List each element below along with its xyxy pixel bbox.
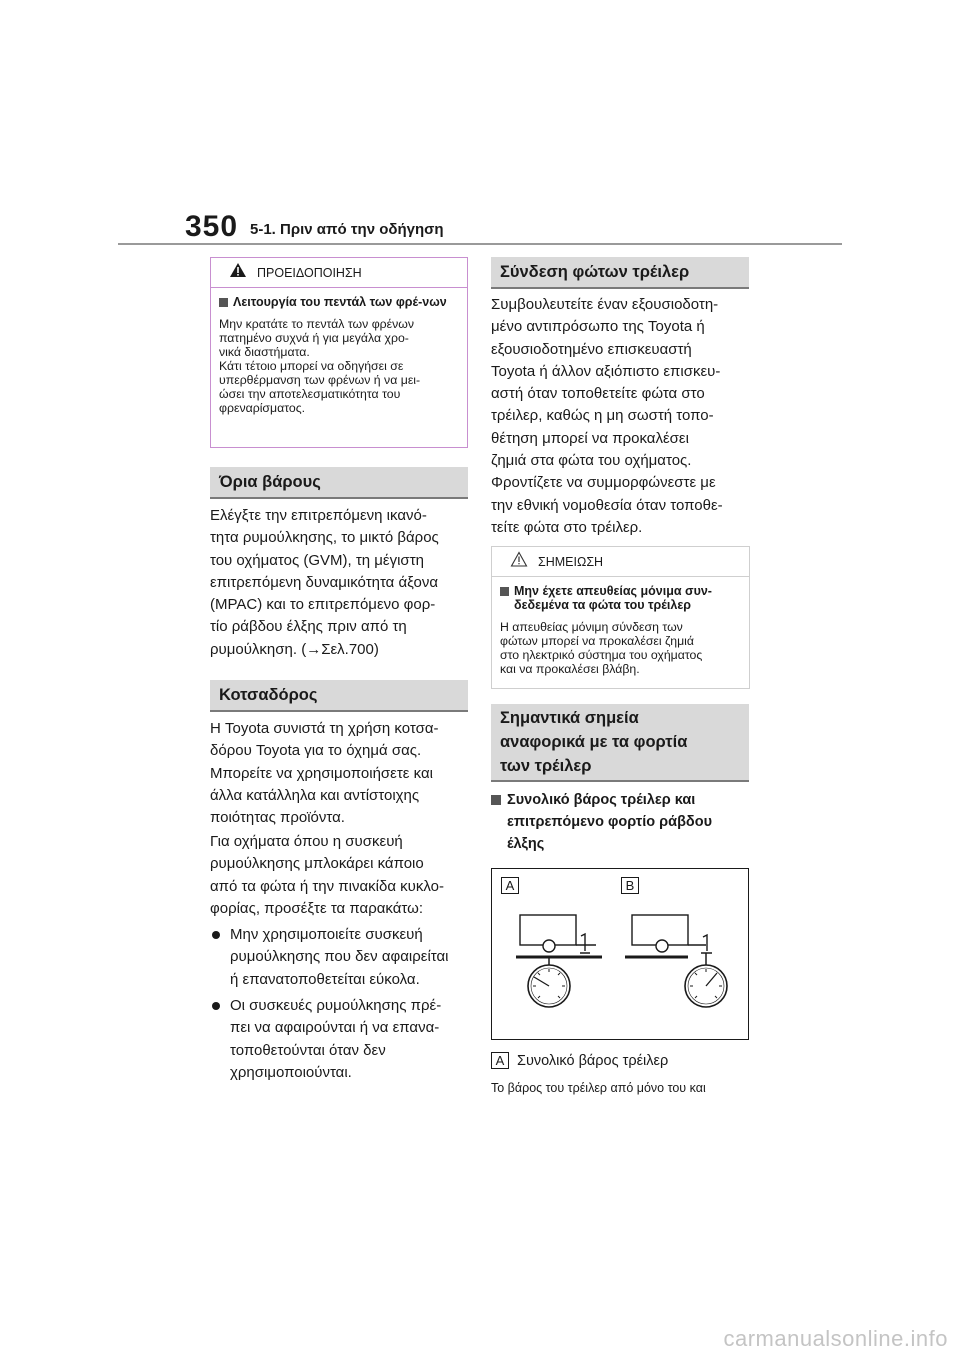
caption-tag-a: A xyxy=(491,1052,509,1069)
heading-trailer-lights: Σύνδεση φώτων τρέιλερ xyxy=(491,257,749,289)
lights-line: Φροντίζετε να συμμορφώνεστε με xyxy=(491,474,716,492)
note-subtitle-text: Μην έχετε απευθείας μόνιμα συν-δεδεμένα τα φώτα του τρέιλερ xyxy=(514,584,712,612)
sub-heading-line: Συνολικό βάρος τρέιλερ και xyxy=(507,792,696,808)
bullet-line: πει να αφαιρούνται ή να επανα- xyxy=(230,1019,440,1037)
hitch-line: από τα φώτα ή την πινακίδα κυκλο- xyxy=(210,877,444,895)
heading-hitch: Κοτσαδόρος xyxy=(210,680,468,712)
caption-text: Συνολικό βάρος τρέιλερ xyxy=(517,1052,669,1069)
note-line: φώτων μπορεί να προκαλέσει ζημιά xyxy=(500,634,695,648)
lights-line: τείτε φώτα στο τρέιλερ. xyxy=(491,518,643,536)
watermark: carmanualsonline.info xyxy=(723,1326,948,1351)
bullet-item xyxy=(212,995,474,1084)
bullet-line: Οι συσκευές ρυμούλκησης πρέ- xyxy=(230,997,442,1014)
hitch-line: Μπορείτε να χρησιμοποιήσετε και xyxy=(210,764,433,782)
warning-subtitle-text: Λειτουργία του πεντάλ των φρέ-νων xyxy=(233,295,447,309)
bullet-line: ή επανατοποθετείται εύκολα. xyxy=(230,970,420,988)
scale-gauge-b-icon xyxy=(685,965,727,1007)
weight-line: Ελέγξτε την επιτρεπόμενη ικανό- xyxy=(210,507,427,524)
lights-line: θέτηση μπορεί να προκαλέσει xyxy=(491,429,689,447)
warning-line: νικά διαστήματα. xyxy=(219,345,310,359)
caption-body: Το βάρος του τρέιλερ από μόνο του και xyxy=(491,1081,706,1095)
figure-tag-b: B xyxy=(621,877,639,894)
sub-heading-total-weight xyxy=(491,789,753,855)
hitch-line: ρυμούλκησης μπλοκάρει κάποιο xyxy=(210,855,424,873)
square-bullet-icon xyxy=(219,298,228,307)
lights-line: Toyota ή άλλον αξιόπιστο επισκευ- xyxy=(491,362,721,380)
weight-line: ρυμούλκηση. (→Σελ.700) xyxy=(210,640,379,658)
page-number: 350 xyxy=(185,210,239,243)
note-label: ΣΗΜΕΙΩΣΗ xyxy=(538,554,604,569)
warning-subtitle xyxy=(211,288,467,309)
note-body xyxy=(492,612,749,676)
section-title: 5-1. Πριν από την οδήγηση xyxy=(250,221,444,238)
bullet-line: Μην χρησιμοποιείτε συσκευή xyxy=(230,926,423,943)
lights-line: εξουσιοδοτημένο επισκευαστή xyxy=(491,340,692,358)
trailer-weight-figure xyxy=(491,868,749,1040)
warning-header xyxy=(211,258,467,288)
weight-line: επιτρεπόμενη δυναμικότητα άξονα xyxy=(210,573,439,591)
heading-line: αναφορικά με τα φορτία xyxy=(500,733,688,751)
warning-line: Κάτι τέτοιο μπορεί να οδηγήσει σε xyxy=(219,359,404,373)
hitch-line: Η Toyota συνιστά τη χρήση κοτσα- xyxy=(210,720,439,737)
lights-paragraph xyxy=(491,294,753,539)
note-box xyxy=(491,546,750,689)
note-line: και να προκαλέσει βλάβη. xyxy=(500,662,640,676)
lights-line: Συμβουλευτείτε έναν εξουσιοδοτη- xyxy=(491,296,719,313)
note-line: στο ηλεκτρικό σύστημα του οχήματος xyxy=(500,648,703,662)
warning-line: Μην κρατάτε το πεντάλ των φρένων xyxy=(219,317,415,331)
warning-line: πατημένο συχνά ή για μεγάλα χρο- xyxy=(219,331,409,345)
caution-triangle-icon xyxy=(510,551,528,572)
hitch-line: Για οχήματα όπου η συσκευή xyxy=(210,833,403,850)
weight-line: τητα ρυμούλκησης, το μικτό βάρος xyxy=(210,529,439,547)
heading-weight-limits: Όρια βάρους xyxy=(210,467,468,499)
hitch-line: δόρου Toyota για το όχημά σας. xyxy=(210,742,422,760)
hitch-paragraph-2 xyxy=(210,831,472,920)
hitch-line: άλλα κατάλληλα και αντίστοιχης xyxy=(210,786,420,804)
bullet-line: ρυμούλκησης που δεν αφαιρείται xyxy=(230,948,449,966)
note-line: Η απευθείας μόνιμη σύνδεση των xyxy=(500,620,683,634)
heading-line: των τρέιλερ xyxy=(500,757,592,775)
scale-gauge-a-icon xyxy=(528,965,570,1007)
weight-line: τίο ράβδου έλξης πριν από τη xyxy=(210,618,407,636)
warning-body xyxy=(211,309,467,415)
figure-tag-a: A xyxy=(501,877,519,894)
heading-trailer-loads xyxy=(491,704,749,782)
hitch-line: ποιότητας προϊόντα. xyxy=(210,809,345,827)
weight-line: (MPAC) και το επιτρεπόμενο φορ- xyxy=(210,596,436,614)
sub-heading-line: επιτρεπόμενο φορτίο ράβδου xyxy=(507,814,713,830)
bullet-dot-icon xyxy=(212,1002,220,1010)
trailer-a-icon xyxy=(516,915,602,965)
warning-line: φρεναρίσματος. xyxy=(219,401,306,415)
hitch-paragraph-1 xyxy=(210,718,472,829)
caption-row xyxy=(491,1052,668,1069)
warning-line: υπερθέρμανση των φρένων ή να μει- xyxy=(219,373,421,387)
trailer-b-icon xyxy=(625,915,712,965)
hitch-line: φορίας, προσέξτε τα παρακάτω: xyxy=(210,899,423,917)
warning-box xyxy=(210,257,468,448)
weight-paragraph xyxy=(210,505,472,661)
bullet-line: τοποθετούνται όταν δεν xyxy=(230,1041,386,1059)
lights-line: την εθνική νομοθεσία όταν τοποθε- xyxy=(491,496,723,514)
sub-heading-line: έλξης xyxy=(507,836,545,852)
header-rule xyxy=(118,243,842,245)
warning-label: ΠΡΟΕΙΔΟΠΟΙΗΣΗ xyxy=(257,265,362,280)
lights-line: ζημιά στα φώτα του οχήματος. xyxy=(491,452,692,470)
bullet-dot-icon xyxy=(212,931,220,939)
heading-line: Σημαντικά σημεία xyxy=(500,709,639,727)
weight-line: του οχήματος (GVM), τη μέγιστη xyxy=(210,551,424,569)
lights-line: τρέιλερ, καθώς η μη σωστή τοπο- xyxy=(491,407,714,425)
square-bullet-icon xyxy=(500,587,509,596)
warning-line: ώσει την αποτελεσματικότητα του xyxy=(219,387,401,401)
note-subtitle xyxy=(492,577,749,612)
lights-line: αστή όταν τοποθετείτε φώτα στο xyxy=(491,385,705,403)
trailer-scale-illustration xyxy=(492,869,748,1039)
warning-triangle-icon xyxy=(229,262,247,283)
bullet-item xyxy=(212,924,474,991)
bullet-line: χρησιμοποιούνται. xyxy=(230,1063,352,1081)
note-header xyxy=(492,547,749,577)
square-bullet-icon xyxy=(491,795,501,805)
lights-line: μένο αντιπρόσωπο της Toyota ή xyxy=(491,318,705,336)
